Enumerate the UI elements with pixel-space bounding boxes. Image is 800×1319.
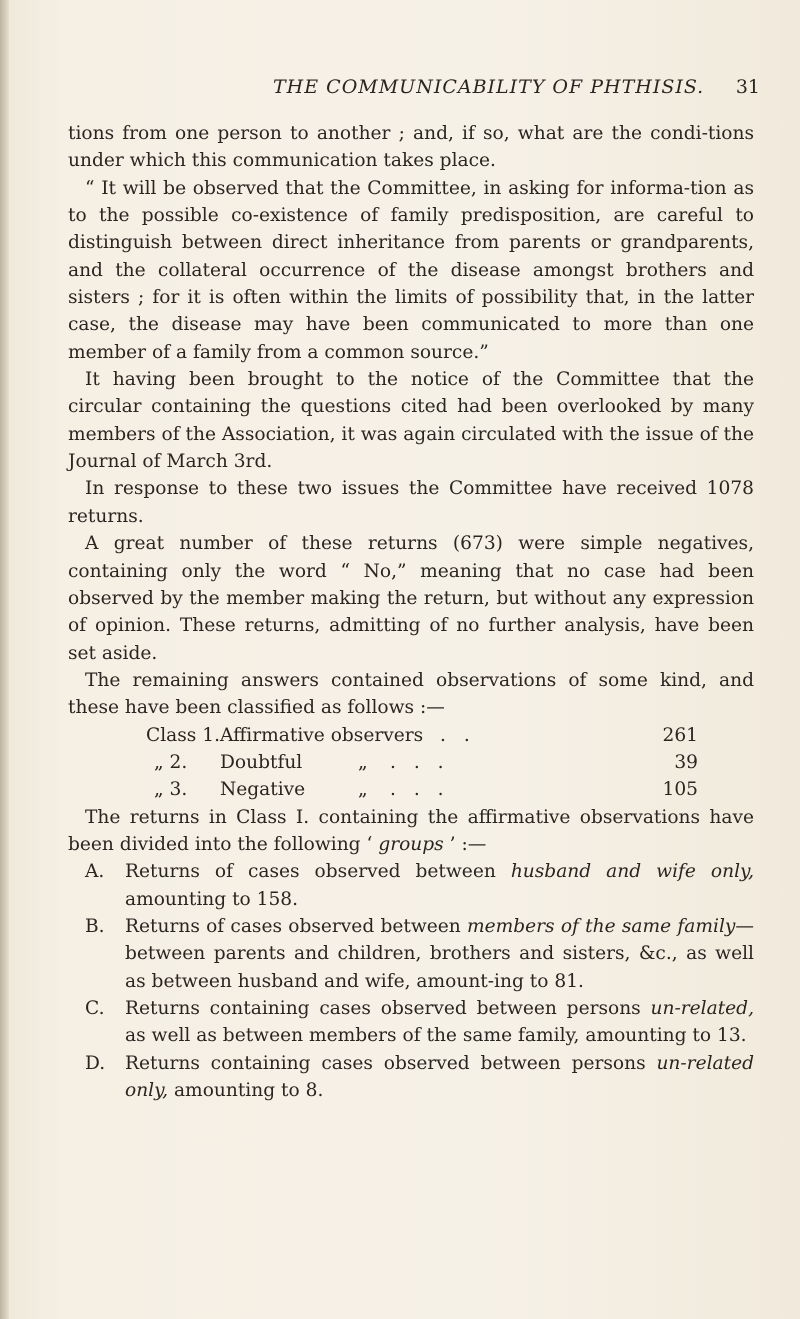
page-binding-edge (0, 0, 9, 1319)
group-letter: C. (85, 998, 105, 1019)
paragraph: “ It will be observed that the Committee, in asking for informa-tion as to the possible co-existence of family predisposition, are careful to distinguish between direct inheritance from parents or grandparents, and the collateral occurrence of the disease amongst brothers and sisters ; for it is often within the limits of possibility that, in the latter case, the disease may have been communicated to more than one member of a family from a common source.” (68, 177, 754, 363)
class-label: Class 1. (146, 724, 220, 746)
group-letter: A. (85, 861, 105, 883)
leader-dots: . . (440, 724, 476, 746)
page-number: 31 (735, 76, 760, 98)
class-description: Affirmative observers (220, 724, 424, 746)
ditto-mark: „ (358, 779, 368, 801)
groups-intro: The returns in Class I. containing the affirmative observations have been divided into the following ‘ groups ’ :— (68, 806, 754, 855)
class-description: Doubtful (220, 751, 303, 773)
group-item: B. Returns of cases observed between members of the same family—between parents and children, brothers and sisters, &c., as well as between husband and wife, amount-ing to 81. (68, 913, 754, 995)
group-letter: B. (85, 915, 105, 937)
ditto-mark: „ (358, 751, 368, 773)
group-letter: D. (85, 1052, 106, 1074)
class-row (68, 722, 754, 749)
class-count: 39 (674, 751, 698, 773)
class-count: 261 (662, 724, 698, 746)
class-label: „ 3. (154, 779, 188, 801)
leader-dots: . . . (390, 779, 450, 801)
group-item: C. Returns containing cases observed between persons un-related, as well as between members of the same family, amounting to 13. (68, 995, 754, 1050)
group-item: D. Returns containing cases observed between persons un-related only, amounting to 8. (68, 1050, 754, 1105)
page-header (100, 70, 760, 100)
class-description: Negative (220, 779, 306, 801)
class-row (68, 776, 754, 803)
paragraph: It having been brought to the notice of the Committee that the circular containing the questions cited had been overlooked by many members of the Association, it was again circulated with the issue of the Journal of March 3rd. (68, 369, 755, 473)
paragraph: In response to these two issues the Committee have received 1078 returns. (68, 478, 754, 527)
paragraph: tions from one person to another ; and, if so, what are the condi-tions under which this communication takes place. (68, 123, 754, 172)
classification-list (68, 722, 754, 804)
class-row (68, 749, 754, 776)
paragraph: A great number of these returns (673) were simple negatives, containing only the word “ No,” meaning that no case had been observed by the member making the return, but without any expression of opinion. These returns, admitting of no further analysis, have been set aside. (68, 533, 754, 664)
running-title: THE COMMUNICABILITY OF PHTHISIS. (273, 76, 705, 98)
paragraph: The remaining answers contained observations of some kind, and these have been classified as follows :— (68, 669, 754, 719)
class-count: 105 (662, 779, 698, 801)
groups-list (68, 858, 754, 1104)
leader-dots: . . . (390, 751, 450, 773)
class-label: „ 2. (154, 751, 188, 773)
body-text (68, 120, 754, 1104)
group-item: A. Returns of cases observed between husband and wife only, amounting to 158. (68, 858, 754, 913)
